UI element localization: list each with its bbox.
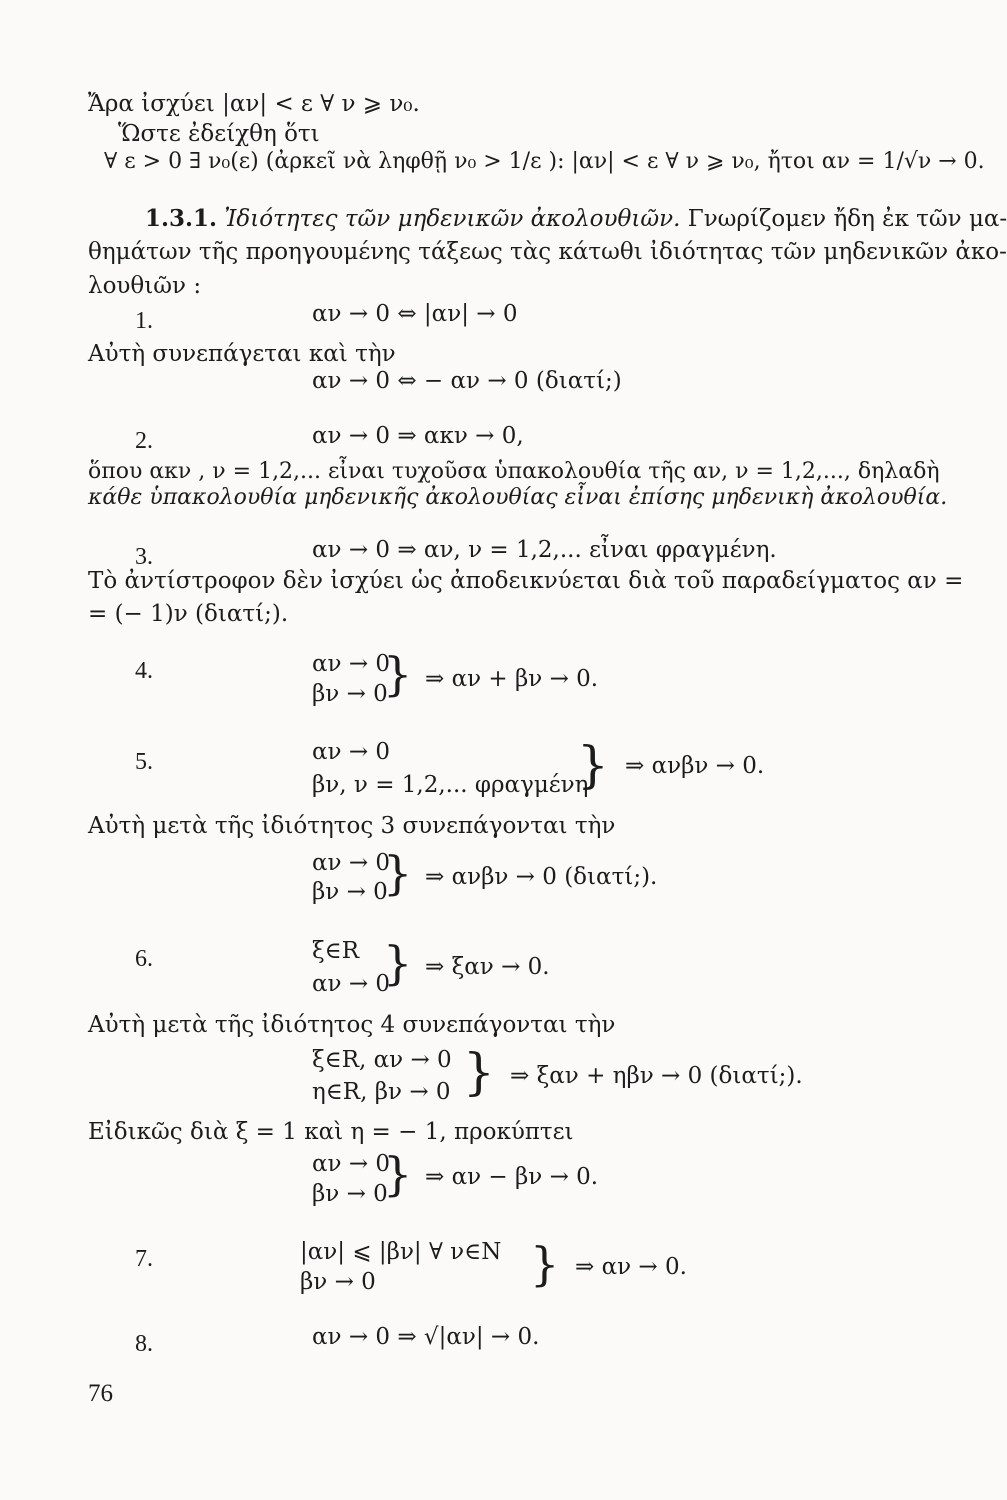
property-7-result: ⇒ αν → 0. xyxy=(575,1254,687,1280)
property-3-text-1: Τὸ ἀντίστροφον δὲν ἰσχύει ὡς ἀποδεικνύεται διὰ τοῦ παραδείγματος αν = xyxy=(88,568,964,594)
section-text-1: Γνωρίζομεν ἤδη ἐκ τῶν μα- xyxy=(687,206,1007,232)
property-3-number: 3. xyxy=(135,544,153,570)
property-6-number: 6. xyxy=(135,946,153,972)
section-number: 1.3.1. xyxy=(145,205,218,232)
property-5-cor-line-2: βν → 0 xyxy=(312,879,388,905)
property-7-number: 7. xyxy=(135,1246,153,1272)
special-case-text: Εἰδικῶς διὰ ξ = 1 καὶ η = − 1, προκύπτει xyxy=(88,1119,574,1145)
intro-line-2: Ὥστε ἐδείχθη ὅτι xyxy=(118,121,320,147)
property-7-line-1: |αν| ⩽ |βν| ∀ ν∈N xyxy=(300,1239,502,1265)
property-3-text-2: = (− 1)ν (διατί;). xyxy=(88,601,289,627)
property-5-line-1: αν → 0 xyxy=(312,739,391,765)
brace-right: } xyxy=(383,846,413,900)
brace-right: } xyxy=(577,736,609,794)
brace-right: } xyxy=(383,647,413,701)
property-1-number: 1. xyxy=(135,308,153,334)
property-7-line-2: βν → 0 xyxy=(300,1269,376,1295)
section-title: Ἰδιότητες τῶν μηδενικῶν ἀκολουθιῶν. xyxy=(224,206,681,232)
property-5-cor-result: ⇒ ανβν → 0 (διατί;). xyxy=(425,864,658,890)
brace-right: } xyxy=(463,1043,495,1101)
property-5-text: Αὐτὴ μετὰ τῆς ἰδιότητος 3 συνεπάγονται τὴν xyxy=(88,813,616,839)
intro-line-3: ∀ ε > 0 ∃ ν₀(ε) (ἀρκεῖ νὰ ληφθῇ ν₀ > 1/ε ): |αν| < ε ∀ ν ⩾ ν₀, ἤτοι αν = 1/√ν → 0. xyxy=(104,149,985,174)
property-8-number: 8. xyxy=(135,1331,153,1357)
property-6-line-1: ξ∈R xyxy=(312,938,360,964)
property-6-result: ⇒ ξαν → 0. xyxy=(425,954,550,980)
property-8-formula: αν → 0 ⇒ √|αν| → 0. xyxy=(312,1324,540,1350)
property-5-line-2: βν, ν = 1,2,... φραγμένη xyxy=(312,772,589,798)
property-5-number: 5. xyxy=(135,749,153,775)
property-2-text-2: κάθε ὑπακολουθία μηδενικῆς ἀκολουθίας εἶναι ἐπίσης μηδενικὴ ἀκολουθία. xyxy=(88,485,948,510)
property-3-formula: αν → 0 ⇒ αν, ν = 1,2,... εἶναι φραγμένη. xyxy=(312,537,777,563)
special-case-result: ⇒ αν − βν → 0. xyxy=(425,1164,599,1190)
section-text-3: λουθιῶν : xyxy=(88,273,202,299)
property-5-result: ⇒ ανβν → 0. xyxy=(625,753,765,779)
property-1-formula: αν → 0 ⇔ |αν| → 0 xyxy=(312,301,518,327)
property-6-text: Αὐτὴ μετὰ τῆς ἰδιότητος 4 συνεπάγονται τὴν xyxy=(88,1012,616,1038)
property-1-text: Αὐτὴ συνεπάγεται καὶ τὴν xyxy=(88,341,396,367)
intro-line-1: Ἄρα ἰσχύει |αν| < ε ∀ ν ⩾ ν₀. xyxy=(88,91,420,117)
property-2-number: 2. xyxy=(135,428,153,454)
special-case-line-2: βν → 0 xyxy=(312,1181,388,1207)
section-text-2: θημάτων τῆς προηγουμένης τάξεως τὰς κάτωθι ἰδιότητας τῶν μηδενικῶν ἀκο- xyxy=(88,239,1007,265)
property-4-line-2: βν → 0 xyxy=(312,681,388,707)
property-4-line-1: αν → 0 xyxy=(312,651,391,677)
page-number: 76 xyxy=(88,1380,113,1407)
property-6-cor-line-1: ξ∈R, αν → 0 xyxy=(312,1047,452,1073)
property-1-corollary: αν → 0 ⇔ − αν → 0 (διατί;) xyxy=(312,368,622,394)
section-heading xyxy=(145,205,1007,233)
brace-right: } xyxy=(383,936,413,990)
property-6-cor-line-2: η∈R, βν → 0 xyxy=(312,1079,451,1105)
property-4-result: ⇒ αν + βν → 0. xyxy=(425,666,599,692)
property-6-line-2: αν → 0 xyxy=(312,971,391,997)
special-case-line-1: αν → 0 xyxy=(312,1151,391,1177)
brace-right: } xyxy=(530,1237,560,1291)
property-4-number: 4. xyxy=(135,658,153,684)
brace-right: } xyxy=(383,1147,413,1201)
property-2-formula: αν → 0 ⇒ ακν → 0, xyxy=(312,423,524,449)
property-5-cor-line-1: αν → 0 xyxy=(312,850,391,876)
property-6-cor-result: ⇒ ξαν + ηβν → 0 (διατί;). xyxy=(510,1063,803,1089)
property-2-text-1: ὅπου ακν , ν = 1,2,... εἶναι τυχοῦσα ὑπακολουθία τῆς αν, ν = 1,2,..., δηλαδὴ xyxy=(88,459,940,484)
